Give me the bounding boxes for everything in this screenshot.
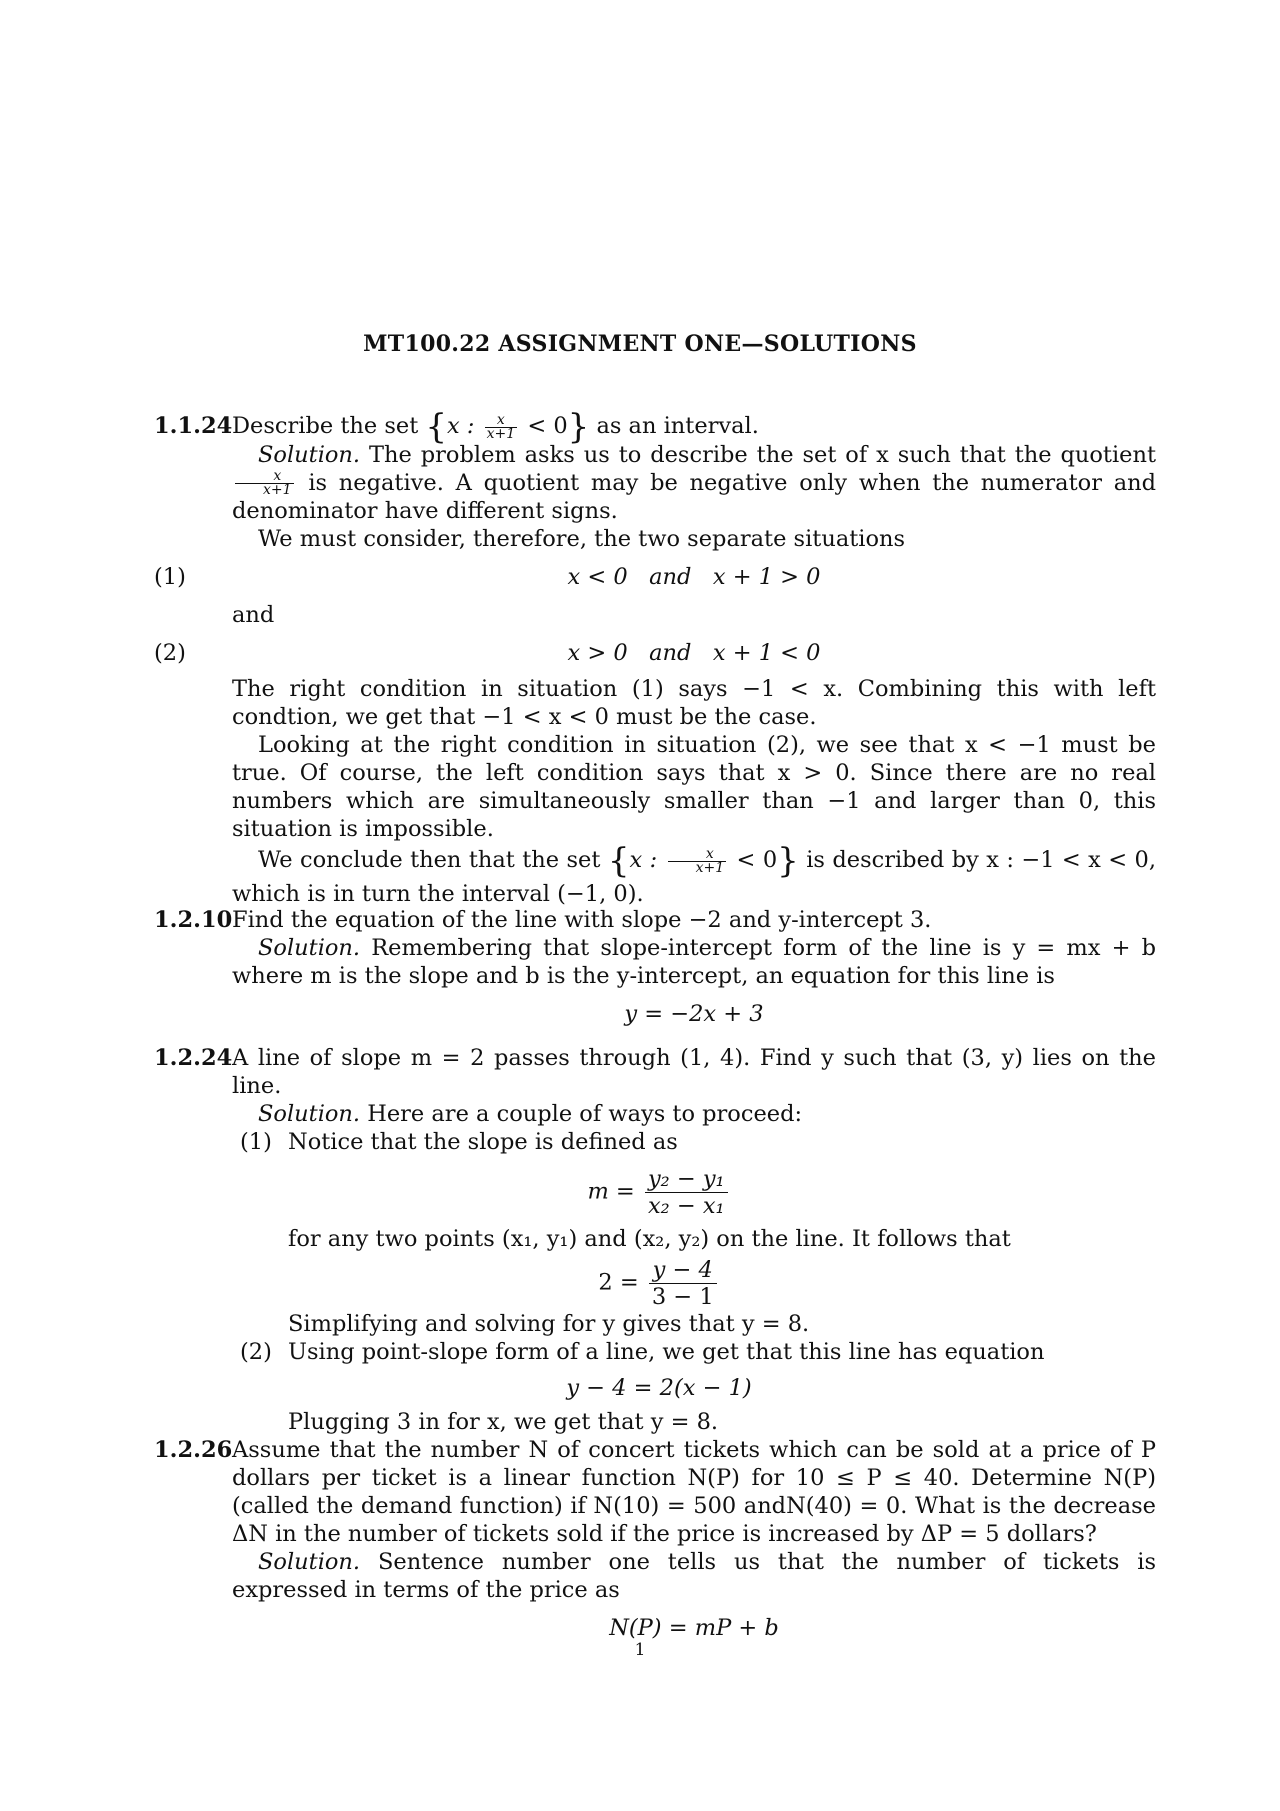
equation-substitution: 2 = $\frac{y - 4}{3 - 1}$ xyxy=(162,1257,1156,1310)
problem-question: Assume that the number N of concert tickets which can be sold at a price of P dollars per ticket is a linear function N(P) for 10 ≤ P ≤ 40. Determine N(P) (called the demand function) if N(10) = 500 andN(40) = 0. What is the decrease ΔN in the number of tickets sold if the price is increased by ΔP = 5 dollars? xyxy=(232,1437,1156,1547)
equation: N(P) = mP + b xyxy=(609,1615,779,1641)
left-brace: { xyxy=(425,407,448,447)
problem-number: 1.2.26 xyxy=(154,1437,233,1463)
equation-1: (1) x < 0 and x + 1 > 0 xyxy=(154,564,821,590)
problem-1-1-24 xyxy=(154,407,1157,911)
problem-number: 1.2.10 xyxy=(154,907,233,933)
right-brace: } xyxy=(567,407,590,447)
solution-paragraph: Solution. The problem asks us to describe the set of x such that the quotient $\frac{x}{x+1}$ is negative. A quotient may be negative only when the numerator and denominator have different signs. xyxy=(232,441,1157,524)
problem-1-2-10 xyxy=(154,906,1156,1036)
page-number: 1 xyxy=(634,1640,646,1660)
page-title: MT100.22 ASSIGNMENT ONE—SOLUTIONS xyxy=(363,331,917,357)
list-item-label: (2) xyxy=(240,1339,272,1365)
list-item: (1) Notice that the slope is defined as m = $\frac{\text{y₂ − y₁}}{\text{x₂ − x₁}}$ for any two points (x₁, y₁) and (x₂, y₂) on the line. It follows that 2 = $\frac{y - 4}{3 - 1}$ Simplifying and solving for y gives that y = 8. xyxy=(240,1128,1156,1338)
solution-paragraph: Solution. Sentence number one tells us that the number of tickets is expressed in terms of the price as xyxy=(232,1549,1157,1603)
list-item: (2) Using point-slope form of a line, we get that this line has equation y − 4 = 2(x − 1) Plugging 3 in for x, we get that y = 8. xyxy=(240,1338,1156,1436)
right-brace: } xyxy=(777,841,799,881)
problem-number: 1.2.24 xyxy=(154,1045,233,1071)
solution-list xyxy=(240,1128,1156,1436)
fraction: $\frac{x}{x+1}$ xyxy=(235,470,294,497)
solution-paragraph: We must consider, therefore, the two separate situations xyxy=(258,526,906,552)
problem-question: Find the equation of the line with slope −2 and y-intercept 3. xyxy=(232,907,932,933)
problem-1-2-26 xyxy=(154,1436,1156,1650)
solution-paragraph: The right condition in situation (1) says −1 < x. Combining this with left condtion, we get that −1 < x < 0 must be the case. xyxy=(232,676,1156,730)
problem-number: 1.1.24 xyxy=(154,413,233,439)
problem-1-2-24 xyxy=(154,1044,1156,1436)
fraction: $\frac{y - 4}{3 - 1}$ xyxy=(649,1257,717,1310)
problem-question: Describe the set {x : $\frac{x}{x+1}$ < 0} as an interval. xyxy=(232,407,759,447)
solution-paragraph: Looking at the right condition in situation (2), we see that x < −1 must be true. Of course, the left condition says that x > 0. Since there are no real numbers which are simultaneously smaller than −1 and larger than 0, this situation is impossible. xyxy=(232,732,1156,842)
fraction: $\frac{\text{y₂ − y₁}}{\text{x₂ − x₁}}$ xyxy=(645,1166,728,1219)
problem-question: A line of slope m = 2 passes through (1, 4). Find y such that (3, y) lies on the line. xyxy=(232,1045,1156,1099)
list-item-label: (1) xyxy=(240,1129,272,1155)
equation-label: (1) xyxy=(154,564,186,590)
fraction: $\frac{x}{x+1}$ xyxy=(668,848,727,875)
fraction: $\frac{x}{x+1}$ xyxy=(486,411,516,442)
connector-text: and xyxy=(232,602,275,628)
solution-paragraph: Solution. Remembering that slope-intercept form of the line is y = mx + b where m is the slope and b is the y-intercept, an equation for this line is xyxy=(232,935,1156,989)
equation-point-slope: y − 4 = 2(x − 1) xyxy=(566,1375,752,1401)
equation-slope: m = $\frac{\text{y₂ − y₁}}{\text{x₂ − x₁}}$ xyxy=(162,1166,1156,1219)
equation: y = −2x + 3 xyxy=(624,1001,764,1027)
solution-paragraph: Solution. Here are a couple of ways to proceed: xyxy=(258,1101,803,1127)
left-brace: { xyxy=(607,841,630,881)
equation-label: (2) xyxy=(154,640,186,666)
solution-paragraph: We conclude then that the set {x : $\frac{x}{x+1}$ < 0} is described by x : −1 < x < 0, which is in turn the interval (−1, 0). xyxy=(232,841,1157,907)
equation-2: (2) x > 0 and x + 1 < 0 xyxy=(154,640,821,666)
